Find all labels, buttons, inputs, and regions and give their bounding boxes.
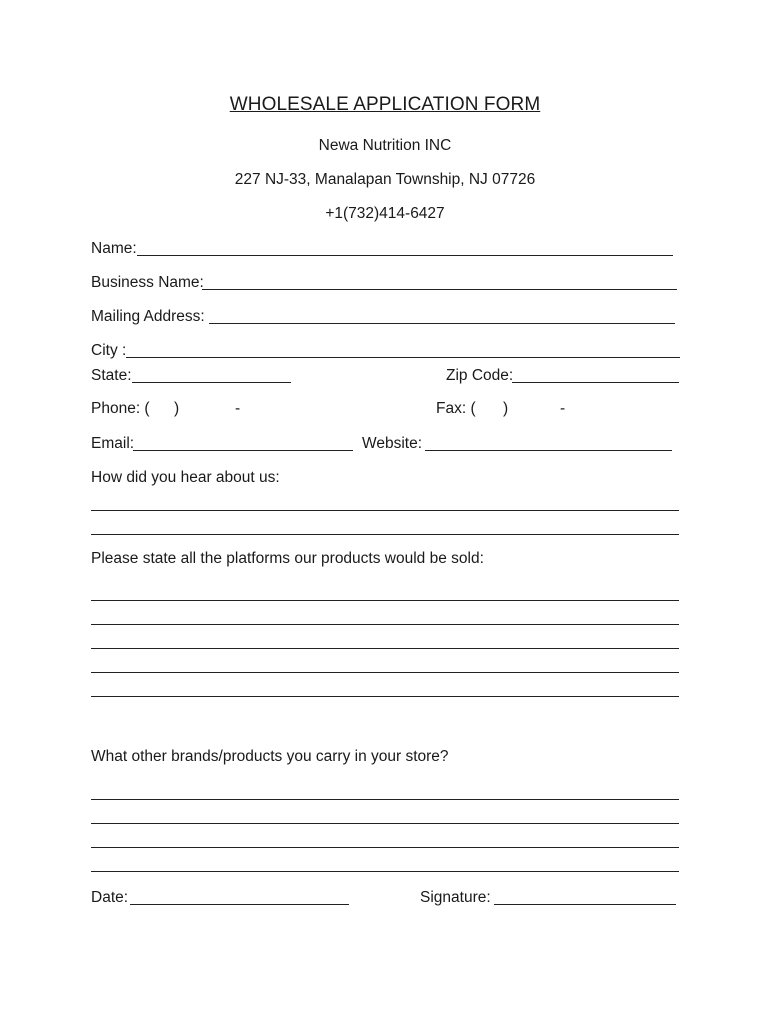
other-brands-line-1[interactable] [91, 799, 679, 800]
hear-about-line-1[interactable] [91, 510, 679, 511]
other-brands-line-4[interactable] [91, 871, 679, 872]
platforms-question: Please state all the platforms our products would be sold: [91, 550, 484, 567]
company-address: 227 NJ-33, Manalapan Township, NJ 07726 [234, 171, 536, 188]
hear-about-line-2[interactable] [91, 534, 679, 535]
signature-field[interactable] [494, 904, 676, 905]
company-phone: +1(732)414-6427 [325, 205, 445, 222]
mailing-address-field[interactable] [209, 323, 675, 324]
date-label: Date: [91, 889, 129, 906]
zip-field[interactable] [512, 382, 679, 383]
phone-label: Phone: ( [91, 400, 150, 417]
form-title: WHOLESALE APPLICATION FORM [229, 94, 541, 115]
phone-close-paren: ) [174, 400, 180, 417]
other-brands-question: What other brands/products you carry in your store? [91, 748, 449, 765]
other-brands-line-3[interactable] [91, 847, 679, 848]
platforms-line-1[interactable] [91, 600, 679, 601]
fax-close-paren: ) [503, 400, 509, 417]
name-field[interactable] [137, 255, 673, 256]
platforms-line-3[interactable] [91, 648, 679, 649]
zip-label: Zip Code: [446, 367, 514, 384]
city-field[interactable] [126, 357, 680, 358]
signature-label: Signature: [420, 889, 491, 906]
state-label: State: [91, 367, 132, 384]
city-label: City : [91, 342, 127, 359]
website-field[interactable] [425, 450, 672, 451]
email-label: Email: [91, 435, 135, 452]
name-label: Name: [91, 240, 137, 257]
fax-dash: - [560, 400, 566, 417]
company-name: Newa Nutrition INC [318, 137, 452, 154]
date-field[interactable] [130, 904, 349, 905]
platforms-line-5[interactable] [91, 696, 679, 697]
state-field[interactable] [132, 382, 291, 383]
email-field[interactable] [133, 450, 353, 451]
platforms-line-2[interactable] [91, 624, 679, 625]
business-name-label: Business Name: [91, 274, 204, 291]
website-label: Website: [362, 435, 423, 452]
mailing-address-label: Mailing Address: [91, 308, 205, 325]
platforms-line-4[interactable] [91, 672, 679, 673]
hear-about-question: How did you hear about us: [91, 469, 280, 486]
other-brands-line-2[interactable] [91, 823, 679, 824]
fax-label: Fax: ( [436, 400, 476, 417]
phone-dash: - [235, 400, 241, 417]
business-name-field[interactable] [202, 289, 677, 290]
